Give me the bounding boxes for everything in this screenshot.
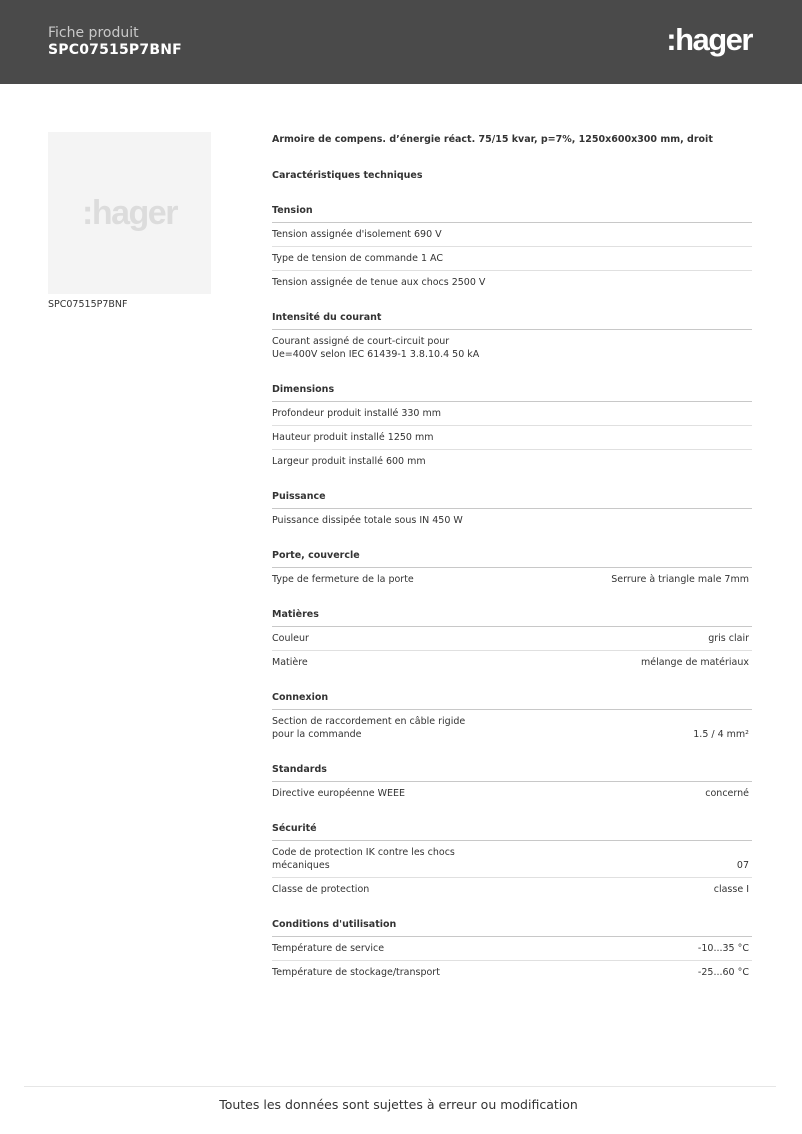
product-title: Armoire de compens. d’énergie réact. 75/15 kvar, p=7%, 1250x600x300 mm, droit	[272, 134, 713, 145]
spec-label-value: Profondeur produit installé 330 mm	[272, 408, 442, 419]
spec-row	[272, 710, 752, 746]
spec-label: Matière	[272, 657, 308, 668]
spec-row	[272, 568, 752, 591]
spec-section	[272, 609, 752, 674]
spec-value: -10...35 °C	[697, 943, 749, 954]
spec-section	[272, 205, 752, 294]
spec-value: classe I	[713, 884, 749, 895]
spec-section	[272, 312, 752, 366]
spec-row	[272, 450, 752, 473]
product-image-caption: SPC07515P7BNF	[48, 299, 128, 310]
spec-label-value: Largeur produit installé 600 mm	[272, 456, 426, 467]
header-subtitle: Fiche produit	[48, 25, 139, 41]
spec-label: Type de fermeture de la porte	[272, 574, 414, 585]
page-header	[0, 0, 802, 84]
section-title: Puissance	[272, 491, 752, 509]
spec-row	[272, 878, 752, 901]
placeholder-logo: :hager	[82, 194, 177, 232]
spec-value: mélange de matériaux	[640, 657, 749, 668]
spec-section	[272, 823, 752, 901]
section-title: Sécurité	[272, 823, 752, 841]
spec-section	[272, 764, 752, 805]
spec-row	[272, 841, 752, 878]
spec-row	[272, 223, 752, 247]
spec-row	[272, 961, 752, 984]
section-title: Standards	[272, 764, 752, 782]
spec-label: Code de protection IK contre les chocs mécaniques	[272, 847, 455, 871]
section-title: Matières	[272, 609, 752, 627]
spec-row	[272, 627, 752, 651]
spec-section	[272, 491, 752, 532]
spec-row	[272, 651, 752, 674]
footer-divider	[24, 1086, 776, 1087]
section-title: Connexion	[272, 692, 752, 710]
spec-label: Section de raccordement en câble rigide pour la commande	[272, 716, 466, 740]
section-title: Tension	[272, 205, 752, 223]
spec-value: concerné	[705, 788, 749, 799]
header-product-code: SPC07515P7BNF	[48, 42, 182, 58]
spec-label-value: Tension assignée de tenue aux chocs 2500 V	[272, 277, 486, 288]
spec-row	[272, 426, 752, 450]
hager-logo: :hager	[666, 22, 752, 57]
spec-row	[272, 782, 752, 805]
spec-row	[272, 247, 752, 271]
spec-label-value: Puissance dissipée totale sous IN 450 W	[272, 515, 463, 526]
spec-value: gris clair	[708, 633, 749, 644]
section-title: Dimensions	[272, 384, 752, 402]
spec-row	[272, 402, 752, 426]
spec-label: Classe de protection	[272, 884, 370, 895]
spec-value: Serrure à triangle male 7mm	[611, 574, 749, 585]
spec-value: -25...60 °C	[697, 967, 749, 978]
spec-label-value: Courant assigné de court-circuit pour Ue=400V selon IEC 61439-1 3.8.10.4 50 kA	[272, 336, 480, 360]
spec-row	[272, 271, 752, 294]
spec-label: Directive européenne WEEE	[272, 788, 405, 799]
tech-specs-heading: Caractéristiques techniques	[272, 170, 423, 181]
section-title: Porte, couvercle	[272, 550, 752, 568]
spec-section	[272, 692, 752, 746]
product-image-placeholder	[48, 132, 211, 294]
footer-disclaimer: Toutes les données sont sujettes à erreur ou modification	[219, 1097, 578, 1112]
spec-label-value: Hauteur produit installé 1250 mm	[272, 432, 434, 443]
spec-label: Température de stockage/transport	[272, 967, 440, 978]
spec-section	[272, 384, 752, 473]
spec-label: Température de service	[272, 943, 385, 954]
spec-section	[272, 550, 752, 591]
spec-row	[272, 330, 752, 366]
spec-label-value: Tension assignée d'isolement 690 V	[272, 229, 442, 240]
spec-label-value: Type de tension de commande 1 AC	[272, 253, 443, 264]
section-title: Conditions d'utilisation	[272, 919, 752, 937]
spec-value: 07	[736, 860, 749, 871]
spec-row	[272, 937, 752, 961]
section-title: Intensité du courant	[272, 312, 752, 330]
spec-section	[272, 919, 752, 984]
spec-row	[272, 509, 752, 532]
spec-sections	[272, 205, 752, 1002]
spec-label: Couleur	[272, 633, 309, 644]
spec-value: 1.5 / 4 mm²	[693, 729, 749, 740]
